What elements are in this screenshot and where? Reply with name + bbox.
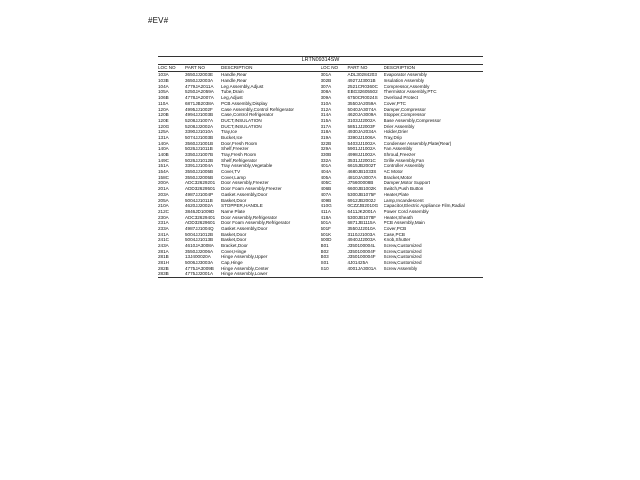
description-cell: PCB Assembly,Display	[221, 100, 268, 106]
column-header-row	[321, 65, 484, 72]
loc-no-cell: 317A	[320, 123, 332, 129]
loc-no-cell: 411A	[320, 208, 331, 214]
part-no-cell: 5250JA2059A	[185, 89, 214, 95]
part-no-cell: 2521CR0360C	[347, 83, 378, 89]
description-cell: DUCT,INSULATION	[221, 123, 262, 129]
parts-column-left	[158, 65, 321, 277]
loc-no-cell: 241C	[158, 237, 169, 243]
part-no-cell: 4775JJ2001A	[185, 271, 214, 277]
description-cell: Hinge Assembly,Upper	[221, 254, 268, 260]
loc-no-cell: 281A	[158, 248, 169, 254]
part-no-cell: 4998JJ1002A	[347, 152, 376, 158]
part-no-cell: 5004JJ1012B	[185, 231, 214, 237]
loc-no-cell: 106B	[158, 95, 169, 101]
part-no-cell: 4987JJ1004P	[185, 191, 214, 197]
loc-no-cell: 332A	[320, 157, 332, 163]
description-cell: Screw,Customized	[383, 260, 422, 266]
loc-no-cell: 205A	[158, 197, 169, 203]
description-cell: Shroud,Freezer	[383, 152, 416, 158]
part-no-cell: 5901JJ1002A	[347, 146, 376, 152]
loc-no-cell: 307A	[320, 83, 332, 89]
part-no-cell: 13J400020A	[185, 254, 211, 260]
loc-no-cell: 120A	[158, 106, 169, 112]
loc-no-cell: 600D	[320, 237, 332, 243]
part-no-cell: 6411JK2001A	[347, 208, 377, 214]
loc-no-cell: 281H	[158, 260, 169, 266]
loc-no-cell: 210A	[158, 203, 169, 209]
loc-no-cell: 501A	[320, 220, 332, 226]
description-cell: Name Plate	[221, 208, 246, 214]
loc-no-cell: S10	[320, 265, 329, 271]
description-cell: Tray,Drip	[383, 134, 402, 140]
loc-no-cell: 309A	[320, 95, 332, 101]
part-no-cell: ADD32629501	[185, 186, 216, 192]
loc-no-cell: 120G	[158, 123, 170, 129]
part-no-cell: 3650JJ2003E	[185, 72, 214, 78]
part-no-cell: 3550JJ2005B	[185, 174, 214, 180]
part-no-cell: 5006JJ3003A	[185, 260, 214, 266]
loc-no-cell: 158C	[158, 174, 169, 180]
model-title: LRTN09314SW	[158, 56, 483, 65]
description-cell: Door Foam Assembly,Refrigerator	[221, 220, 291, 226]
loc-no-cell: B02	[320, 248, 329, 254]
part-no-cell: ADC32629201	[185, 180, 216, 186]
description-cell: Leg,Adjust	[221, 95, 243, 101]
part-no-cell: 5300JB1078F	[347, 214, 377, 220]
parts-column-right	[321, 65, 484, 277]
part-no-cell: J350100004F	[347, 248, 376, 254]
loc-no-cell: 322B	[320, 140, 332, 146]
loc-no-cell: 329A	[320, 146, 332, 152]
part-no-cell: J350100004F	[347, 254, 376, 260]
loc-no-cell: 401A	[320, 163, 332, 169]
loc-header: LOC NO	[320, 65, 339, 70]
part-no-cell: 4940JJ2003A	[347, 237, 376, 243]
description-cell: Bracket,Motor	[383, 174, 413, 180]
column-header-row	[158, 65, 321, 72]
description-cell: Basket,Door	[221, 237, 247, 243]
part-no-cell: 4680JB1033S	[347, 169, 377, 175]
parts-grid	[158, 65, 483, 278]
description-cell: Heater,Plate	[383, 191, 409, 197]
loc-no-cell: 281B	[158, 254, 169, 260]
part-no-cell: 3846JD1009D	[185, 208, 215, 214]
loc-no-cell: 105A	[158, 89, 169, 95]
part-no-cell: 5208JJ1007A	[185, 117, 214, 123]
description-cell: Basket,Door	[221, 231, 247, 237]
description-cell: Cap,Hinge	[221, 260, 243, 266]
part-no-cell: ADL30284203	[347, 72, 377, 78]
part-no-cell: 4610JA3008A	[185, 243, 214, 249]
part-no-cell: 5300JB1075F	[347, 191, 377, 197]
loc-no-cell: 282B	[158, 265, 169, 271]
description-cell: Stopper,Compressor	[383, 112, 426, 118]
part-no-cell: 3560JJ1001B	[185, 140, 214, 146]
loc-no-cell: S01	[320, 260, 329, 266]
description-cell: Handle,Rear	[221, 72, 247, 78]
loc-no-cell: 319A	[320, 134, 332, 140]
loc-no-cell: 200A	[158, 180, 169, 186]
part-no-cell: 4620JA3009A	[347, 112, 377, 118]
loc-no-cell: 310A	[320, 100, 332, 106]
description-cell: Lamp,Incandescent	[383, 197, 424, 203]
loc-no-cell: 302B	[320, 78, 332, 84]
loc-no-cell: 140A	[158, 140, 169, 146]
part-no-cell: 5026JJ1011B	[185, 146, 213, 152]
description-cell: Screw Assembly	[383, 265, 418, 271]
part-no-cell: 4J01425A	[347, 260, 369, 266]
parts-row	[158, 271, 321, 277]
loc-no-cell: 151A	[158, 163, 169, 169]
description-cell: Cover,PCB	[383, 225, 407, 231]
part-no-cell: 6871JB2038A	[185, 100, 214, 106]
loc-no-cell: 409B	[320, 197, 332, 203]
part-no-cell: 4930JA2034A	[347, 129, 377, 135]
part-no-cell: 3350JJ1007B	[185, 152, 214, 158]
part-no-cell: 5208JJ2002A	[185, 123, 214, 129]
part-no-cell: 3110JJ1003A	[347, 231, 376, 237]
parts-list-table	[158, 56, 483, 278]
description-cell: Hinge Assembly,Center	[221, 265, 269, 271]
part-no-cell: 4775JA3009B	[185, 265, 214, 271]
part-no-cell: 6600JB1002K	[347, 186, 377, 192]
description-cell: Basket,Door	[221, 197, 247, 203]
description-cell: Case Assembly,Control Refrigerator	[221, 106, 294, 112]
part-no-cell: 0CZZJB2010G	[347, 203, 379, 209]
description-cell: Cover,Hinge	[221, 248, 247, 254]
loc-no-cell: 131A	[158, 134, 169, 140]
loc-no-cell: 312A	[320, 106, 332, 112]
description-cell: Cover,PTC	[383, 100, 406, 106]
loc-no-cell: 405C	[320, 180, 332, 186]
part-no-cell: 4995JJ1002F	[185, 106, 213, 112]
loc-no-cell: B03	[320, 254, 329, 260]
part-no-cell: 4987JJ1004Q	[185, 225, 214, 231]
description-cell: Power Cord Assembly	[383, 208, 429, 214]
part-no-cell: 4779JA2011A	[185, 83, 214, 89]
description-cell: Capacitor,Electric Appliance Film,Radial	[383, 203, 465, 209]
part-no-cell: 3391JJ1004A	[185, 163, 214, 169]
part-no-cell: 5026JJ1012B	[185, 157, 214, 163]
description-cell: STOPPER,HANDLE	[221, 203, 263, 209]
loc-no-cell: 230A	[158, 214, 169, 220]
part-no-cell: 4620JJ2002A	[185, 203, 214, 209]
description-cell: Screw,Customized	[383, 248, 422, 254]
description-cell: Evaporator Assembly	[383, 72, 427, 78]
part-no-cell: 4927JJ3001B	[347, 78, 376, 84]
part-no-cell: 6750CR0024S	[347, 95, 378, 101]
description-cell: Door,Fresh Room	[221, 140, 258, 146]
loc-header: LOC NO	[158, 65, 176, 70]
part-no-cell: 4778JA2007A	[185, 95, 214, 101]
description-cell: Tube,Drain	[221, 89, 244, 95]
loc-no-cell: 501F	[320, 225, 331, 231]
loc-no-cell: 407A	[320, 191, 332, 197]
part-no-cell: 3531JJ2001C	[347, 157, 376, 163]
loc-no-cell: 140B	[158, 152, 169, 158]
part-no-cell: 4810JA3007A	[347, 174, 377, 180]
loc-no-cell: 418A	[320, 214, 332, 220]
description-cell: PCB Assembly,Main	[383, 220, 425, 226]
description-cell: Heater,Sheath	[383, 214, 413, 220]
loc-no-cell: 103A	[158, 72, 169, 78]
loc-no-cell: 201A	[158, 186, 169, 192]
description-cell: Door Foam Assembly,Freezer	[221, 186, 282, 192]
description-cell: Compressor,Assembly	[383, 83, 430, 89]
loc-no-cell: 405A	[320, 174, 332, 180]
part-no-cell: J75600008B	[347, 180, 374, 186]
part-no-cell: 5851JJ2003F	[347, 123, 376, 129]
description-cell: Case,PCB	[383, 231, 405, 237]
part-no-cell: ADC32629401	[185, 214, 216, 220]
description-cell: Grille Assembly,Fan	[383, 157, 425, 163]
part-no-cell: 3550JJ2006A	[185, 248, 214, 254]
loc-no-cell: 140A	[158, 146, 169, 152]
part-no-cell: 5074JJ1003B	[185, 134, 214, 140]
description-cell: Controller Assembly	[383, 163, 425, 169]
part-header: PART NO	[347, 65, 368, 70]
part-no-cell: 5040JA3074A	[347, 106, 377, 112]
description-cell: Gasket Assembly,Door	[221, 225, 268, 231]
description-cell: Tray,Fresh Room	[221, 152, 257, 158]
part-no-cell: 6912JB2002J	[347, 197, 376, 203]
description-cell: Insulation Assembly	[383, 78, 425, 84]
loc-no-cell: 243A	[158, 243, 169, 249]
loc-no-cell: 154A	[158, 169, 169, 175]
description-cell: Switch,Push Button	[383, 186, 424, 192]
description-cell: Base Assembly,Compressor	[383, 117, 441, 123]
part-no-cell: 5004JJ1011B	[185, 197, 213, 203]
loc-no-cell: 103B	[158, 78, 169, 84]
loc-no-cell: 314A	[320, 112, 332, 118]
description-cell: AC Motor	[383, 169, 403, 175]
description-cell: Drier Assembly	[383, 123, 415, 129]
part-no-cell: 3550JA2059A	[347, 100, 377, 106]
description-cell: Gasket Assembly,Door	[221, 191, 268, 197]
loc-no-cell: 149C	[158, 157, 169, 163]
loc-no-cell: 231A	[158, 220, 169, 226]
loc-no-cell: 501K	[320, 231, 332, 237]
description-cell: DUCT,INSULATION	[221, 117, 262, 123]
loc-no-cell: 308A	[320, 89, 332, 95]
description-cell: Door Assembly,Refrigerator	[221, 214, 278, 220]
part-header: PART NO	[185, 65, 205, 70]
part-no-cell: 3550JJ1005B	[185, 169, 214, 175]
description-cell: Shelf,Freezer	[221, 146, 249, 152]
part-no-cell: 6871JB1115A	[347, 220, 376, 226]
description-cell: Knob,Shutter	[383, 237, 411, 243]
description-cell: Tray,Ice	[221, 129, 238, 135]
description-cell: Tray Assembly,Vegetable	[221, 163, 273, 169]
description-cell: Screw,Customized	[383, 254, 422, 260]
description-cell: Damper,Motor Support	[383, 180, 430, 186]
part-no-cell: 4994JJ1003B	[185, 112, 214, 118]
description-cell: Condenser Assembly,Plate(Rear)	[383, 140, 452, 146]
loc-no-cell: 233A	[158, 225, 169, 231]
part-no-cell: J350100004L	[347, 243, 376, 249]
loc-no-cell: 315A	[320, 117, 332, 123]
description-cell: Door Assembly,Freezer	[221, 180, 269, 186]
loc-no-cell: 212C	[158, 208, 169, 214]
loc-no-cell: 301A	[320, 72, 332, 78]
loc-no-cell: 241A	[158, 231, 169, 237]
loc-no-cell: 203A	[158, 191, 169, 197]
description-cell: Cover,TV	[221, 169, 241, 175]
part-no-cell: ADD32629601	[185, 220, 216, 226]
part-no-cell: 4001JA3001A	[347, 265, 377, 271]
part-no-cell: 5403JJ1002A	[347, 140, 376, 146]
part-no-cell: 3390JJ1010A	[185, 129, 214, 135]
part-no-cell: 3650JJ2003A	[185, 78, 214, 84]
description-cell: Screw,Customized	[383, 243, 422, 249]
description-cell: Bucket,Ice	[221, 134, 243, 140]
description-cell: Thermistor Assembly,PTC	[383, 89, 437, 95]
loc-no-cell: 318A	[320, 129, 332, 135]
part-no-cell: 5004JJ1013B	[185, 237, 214, 243]
description-cell: Shelf,Refrigerator	[221, 157, 258, 163]
loc-no-cell: 125A	[158, 129, 169, 135]
loc-no-cell: 110A	[158, 100, 169, 106]
description-cell: Hinge Assembly,Lower	[221, 271, 268, 277]
description-cell: Bracket,Door	[221, 243, 248, 249]
description-header: DESCRIPTION	[383, 65, 415, 70]
description-cell: Leg Assembly,Adjust	[221, 83, 264, 89]
part-no-cell: EBG32605502	[347, 89, 378, 95]
description-header: DESCRIPTION	[221, 65, 253, 70]
loc-no-cell: 104A	[158, 83, 169, 89]
loc-no-cell: B01	[320, 243, 329, 249]
description-cell: Handle,Rear	[221, 78, 247, 84]
page-tag: #EV#	[148, 16, 169, 25]
loc-no-cell: 120B	[158, 112, 169, 118]
part-no-cell: 3390JJ1006A	[347, 134, 376, 140]
loc-no-cell: 330B	[320, 152, 332, 158]
loc-no-cell: 283B	[158, 271, 169, 277]
loc-no-cell: 410G	[320, 203, 332, 209]
part-no-cell: 3550JJ2010A	[347, 225, 376, 231]
parts-row	[321, 266, 484, 272]
part-no-cell: 3103JJ2002A	[347, 117, 376, 123]
description-cell: Overload Protect	[383, 95, 418, 101]
loc-no-cell: 120E	[158, 117, 169, 123]
description-cell: Holder,Drier	[383, 129, 409, 135]
loc-no-cell: 406B	[320, 186, 332, 192]
part-no-cell: 6615JB2002T	[347, 163, 377, 169]
description-cell: Case,Control Refrigerator	[221, 112, 274, 118]
loc-no-cell: 404A	[320, 169, 332, 175]
description-cell: Fan Assembly	[383, 146, 413, 152]
description-cell: Cover,Lamp	[221, 174, 246, 180]
description-cell: Damper,Compressor	[383, 106, 426, 112]
